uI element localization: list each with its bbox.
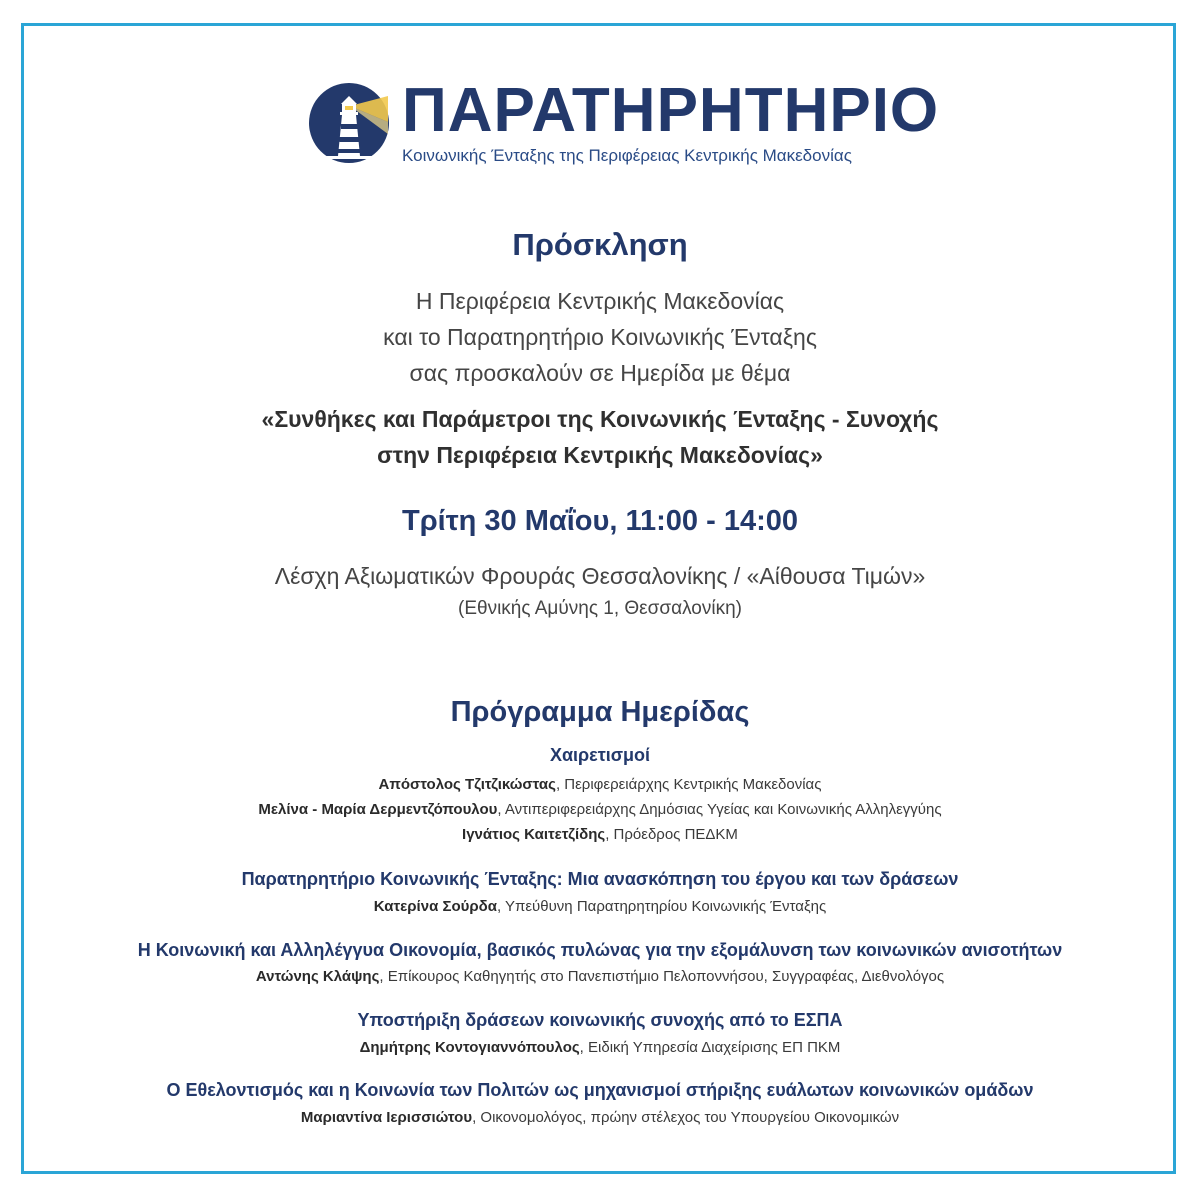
speaker-name: Μαριαντίνα Ιερισσιώτου	[300, 1109, 473, 1126]
theme-line: «Συνθήκες και Παράμετροι της Κοινωνικής Ένταξης - Συνοχής	[261, 406, 939, 432]
program-section-title: Η Κοινωνική και Αλληλέγγυα Οικονομία, βασικός πυλώνας για την εξομάλυνση των κοινωνικών ανισοτήτων	[137, 940, 1063, 960]
speaker-name: Αντώνης Κλάψης	[255, 968, 380, 985]
speaker-role: , Αντιπεριφερειάρχης Δημόσιας Υγείας και Κοινωνικής Αλληλεγγύης	[497, 801, 942, 818]
speaker-name: Μελίνα - Μαρία Δερμεντζόπουλου	[258, 801, 498, 818]
lighthouse-icon	[308, 82, 390, 164]
speaker-role: , Ειδική Υπηρεσία Διαχείρισης ΕΠ ΠΚΜ	[579, 1039, 841, 1056]
event-address: (Εθνικής Αμύνης 1, Θεσσαλονίκη)	[458, 598, 742, 619]
program-speaker	[0, 1106, 1200, 1130]
program-section-title: Παρατηρητήριο Κοινωνικής Ένταξης: Μια ανασκόπηση του έργου και των δράσεων	[241, 869, 959, 889]
program-section-title: Υποστήριξη δράσεων κοινωνικής συνοχής από το ΕΣΠΑ	[357, 1010, 843, 1030]
program-section-title: Ο Εθελοντισμός και η Κοινωνία των Πολιτών ως μηχανισμοί στήριξης ευάλωτων κοινωνικών ομάδων	[166, 1080, 1034, 1100]
speaker-name: Απόστολος Τζιτζικώστας	[378, 776, 556, 793]
event-theme	[0, 401, 1200, 473]
program-speaker	[0, 1036, 1200, 1060]
speaker-name: Ιγνάτιος Καιτετζίδης	[462, 826, 606, 843]
program-speaker	[0, 823, 1200, 847]
intro-line: Η Περιφέρεια Κεντρικής Μακεδονίας	[415, 288, 785, 314]
logo	[308, 76, 940, 170]
event-date: Τρίτη 30 Μαΐου, 11:00 - 14:00	[401, 505, 798, 537]
invitation-title: Πρόσκληση	[512, 227, 688, 262]
program-title: Πρόγραμμα Ημερίδας	[450, 696, 750, 728]
program-speaker	[0, 965, 1200, 989]
invitation-intro	[0, 283, 1200, 391]
speaker-name: Δημήτρης Κοντογιαννόπουλος	[359, 1039, 580, 1056]
theme-line: στην Περιφέρεια Κεντρικής Μακεδονίας»	[377, 442, 823, 468]
speaker-role: , Υπεύθυνη Παρατηρητηρίου Κοινωνικής Ένταξης	[496, 898, 827, 915]
intro-line: σας προσκαλούν σε Ημερίδα με θέμα	[409, 360, 791, 386]
logo-title: ΠΑΡΑΤΗΡΗΤΗΡΙΟ	[402, 76, 940, 145]
program-speaker	[0, 798, 1200, 822]
program-speaker	[0, 895, 1200, 919]
speaker-role: , Οικονομολόγος, πρώην στέλεχος του Υπουργείου Οικονομικών	[472, 1109, 900, 1126]
event-venue: Λέσχη Αξιωματικών Φρουράς Θεσσαλονίκης / «Αίθουσα Τιμών»	[274, 563, 926, 589]
program-speaker	[0, 773, 1200, 797]
speaker-role: , Επίκουρος Καθηγητής στο Πανεπιστήμιο Πελοποννήσου, Συγγραφέας, Διεθνολόγος	[379, 968, 945, 985]
speaker-name: Κατερίνα Σούρδα	[373, 898, 497, 915]
intro-line: και το Παρατηρητήριο Κοινωνικής Ένταξης	[383, 324, 817, 350]
speaker-role: , Περιφερειάρχης Κεντρικής Μακεδονίας	[555, 776, 822, 793]
speaker-role: , Πρόεδρος ΠΕΔΚΜ	[605, 826, 738, 843]
logo-subtitle: Κοινωνικής Ένταξης της Περιφέρειας Κεντρικής Μακεδονίας	[402, 146, 852, 165]
program-section-title: Χαιρετισμοί	[549, 745, 651, 765]
